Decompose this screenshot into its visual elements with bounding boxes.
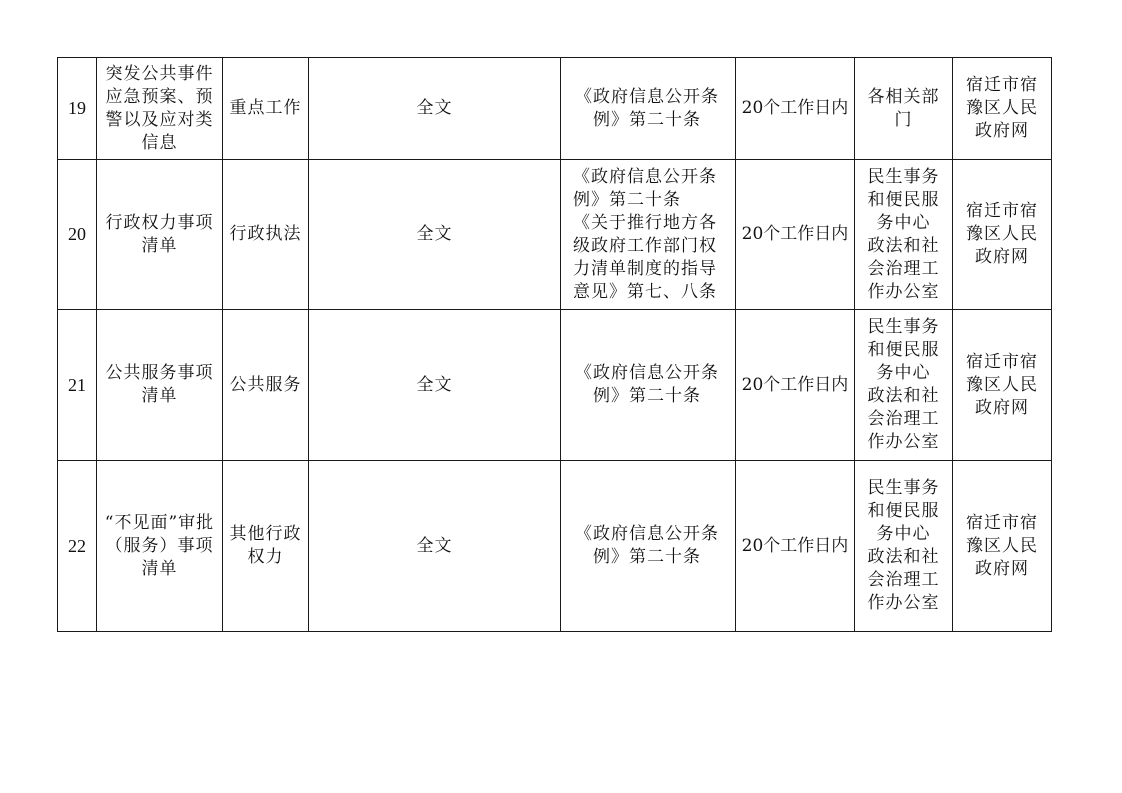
legal-basis: 《政府信息公开条 例》第二十条 xyxy=(561,58,736,160)
row-number: 20 xyxy=(58,160,97,310)
row-number: 21 xyxy=(58,310,97,461)
legal-basis: 《政府信息公开条 例》第二十条 《关于推行地方各 级政府工作部门权 力清单制度的指导 意见》第七、八条 xyxy=(561,160,736,310)
content-scope: 全文 xyxy=(309,310,561,461)
table-row xyxy=(58,310,1052,461)
content-scope: 全文 xyxy=(309,58,561,160)
table-row xyxy=(58,58,1052,160)
legal-basis: 《政府信息公开条 例》第二十条 xyxy=(561,310,736,461)
publication-channel: 宿迁市宿 豫区人民 政府网 xyxy=(953,310,1052,461)
responsible-department: 民生事务 和便民服 务中心 政法和社 会治理工 作办公室 xyxy=(855,160,953,310)
content-scope: 全文 xyxy=(309,461,561,632)
responsible-department: 民生事务 和便民服 务中心 政法和社 会治理工 作办公室 xyxy=(855,461,953,632)
row-number: 22 xyxy=(58,461,97,632)
item-name: 公共服务事项 清单 xyxy=(97,310,223,461)
category: 重点工作 xyxy=(223,58,309,160)
time-limit: 20个工作日内 xyxy=(736,310,855,461)
item-name: “不见面”审批 （服务）事项 清单 xyxy=(97,461,223,632)
content-scope: 全文 xyxy=(309,160,561,310)
category: 其他行政 权力 xyxy=(223,461,309,632)
time-limit: 20个工作日内 xyxy=(736,461,855,632)
category: 公共服务 xyxy=(223,310,309,461)
disclosure-table xyxy=(57,57,1052,632)
time-limit: 20个工作日内 xyxy=(736,58,855,160)
responsible-department: 民生事务 和便民服 务中心 政法和社 会治理工 作办公室 xyxy=(855,310,953,461)
category: 行政执法 xyxy=(223,160,309,310)
item-name: 行政权力事项 清单 xyxy=(97,160,223,310)
item-name: 突发公共事件 应急预案、预 警以及应对类 信息 xyxy=(97,58,223,160)
publication-channel: 宿迁市宿 豫区人民 政府网 xyxy=(953,160,1052,310)
responsible-department: 各相关部 门 xyxy=(855,58,953,160)
table-row xyxy=(58,461,1052,632)
publication-channel: 宿迁市宿 豫区人民 政府网 xyxy=(953,58,1052,160)
time-limit: 20个工作日内 xyxy=(736,160,855,310)
publication-channel: 宿迁市宿 豫区人民 政府网 xyxy=(953,461,1052,632)
legal-basis: 《政府信息公开条 例》第二十条 xyxy=(561,461,736,632)
table-row xyxy=(58,160,1052,310)
row-number: 19 xyxy=(58,58,97,160)
